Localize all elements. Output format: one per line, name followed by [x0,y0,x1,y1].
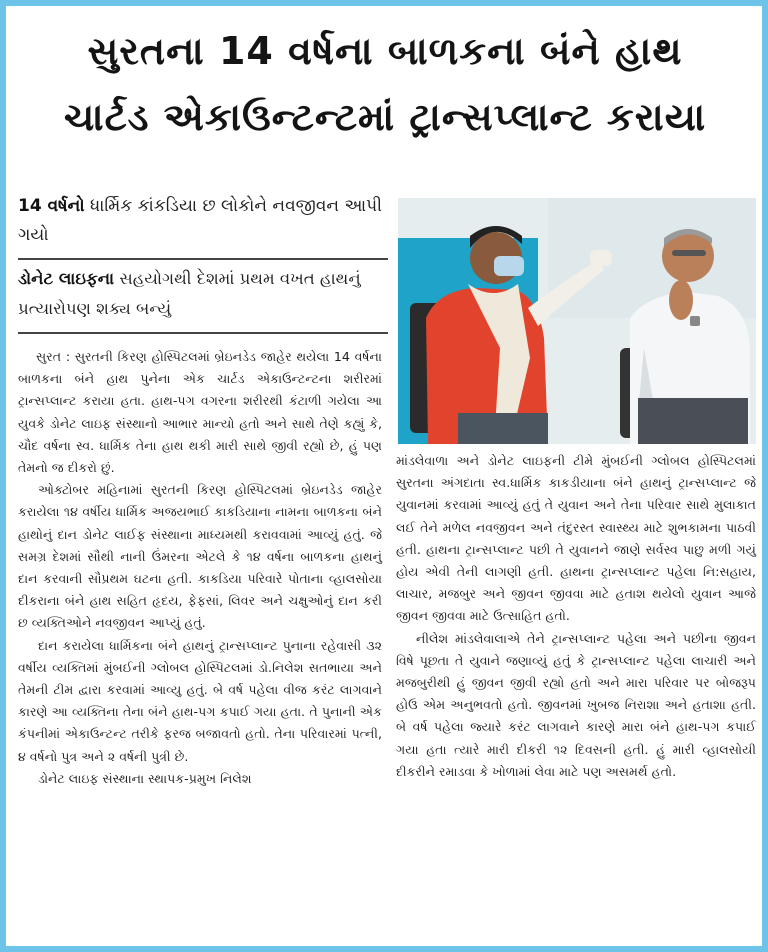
paragraph: દાન કરાયેલા ધાર્મિકના બંને હાથનું ટ્રાન્સપ્લાન્ટ પુનાના રહેવાસી ૩૨ વર્ષીય વ્યક્તિમાં મુંબઈની ગ્લોબલ હોસ્પિટલમાં ડો.નિલેશ સતભાયા અને તેમની ટીમ દ્વારા કરવામાં આવ્યુ હતું. બે વર્ષ પહેલા વીજ કરંટ લાગવાને કારણે આ વ્યક્તિના તેના બંને હાથ-પગ કપાઈ ગયા હતા. તે પુનાની એક કંપનીમાં એકાઉન્ટન્ટ તરીકે ફરજ બજાવતો હતો. તેના પરિવારમાં પત્ની, ૪ વર્ષનો પુત્ર અને ૨ વર્ષની પુત્રી છે. [18,637,382,764]
headline-line-2: ચાર્ટડ એકાઉન્ટન્ટમાં ટ્રાન્સપ્લાન્ટ કરાયા [63,95,707,139]
subheading-1 [18,192,390,250]
news-photo [398,198,756,444]
paragraph: નીલેશ માંડલેવાલાએ તેને ટ્રાન્સપ્લાન્ટ પહેલા અને પછીના જીવન વિષે પૂછતા તે યુવાને જણાવ્યું હતું કે ટ્રાન્સપ્લાન્ટ પહેલા લાચારી અને મજબુરીથી હું જીવન જીવી રહ્યો હતો અને મારા પરિવાર પર બોજરૂપ હોઉ એમ અનુભવતો હતો. જીવનમાં ખુબજ નિરાશા અને હતાશા હતી. બે વર્ષ પહેલા જ્યારે કરંટ લાગવાને કારણે મારા બંને હાથ-પગ કપાઈ ગયા હતા ત્યારે મારી દીકરી ૧૨ દિવસની હતી. હું મારી વ્હાલસોયી દીકરીને રમાડવા કે ખોળામાં લેવા માટે પણ અસમર્થ હતો. [396,630,756,779]
subheading-1-text: ધાર્મિક કાંકડિયા છ લોકોને નવજીવન આપી ગયો [18,196,383,245]
article-column-right [396,450,756,783]
subheading-2 [18,264,390,324]
paragraph: સુરત : સુરતની કિરણ હોસ્પિટલમાં બ્રેઇનડેડ જાહેર થયેલા 14 વર્ષના બાળકના બંને હાથ પુનેના એક ચાર્ટડ એકાઉન્ટન્ટના શરીરમાં ટ્રાન્સપ્લાન્ટ કરાયા હતા. હાથ-પગ વગરના શરીરથી કંટાળી ગયેલા આ યુવકે ડોનેટ લાઇફ સંસ્થાનો આભાર માન્યો હતો અને સાથે તેણે કહ્યું કે, ચૌદ વર્ષના સ્વ. ધાર્મિક તેના હાથ થકી મારી સાથે જીવી રહ્યો છે, હું પણ તેમનો જ દીકરો છું. [18,349,382,476]
photo-illustration [398,198,756,444]
headline-line-1: સુરતના 14 વર્ષના બાળકના બંને હાથ [87,29,683,73]
divider [18,332,388,334]
paragraph: ઓક્ટોબર મહિનામાં સુરતની કિરણ હોસ્પિટલમાં બ્રેઇનડેડ જાહેર કરાયેલા ૧૪ વર્ષીય ધાર્મિક અજયભાઈ કાકડિયાના નામના બાળકના બંને હાથોનું દાન ડોનેટ લાઈફ સંસ્થાના માધ્યમથી કરાવવામાં આવ્યું હતું. જે સમગ્ર દેશમાં સૌથી નાની ઉંમરના એટલે કે ૧૪ વર્ષના બાળકના હાથનું દાન કરવાની સૌપ્રથમ ઘટના હતી. કાકડિયા પરિવારે પોતાના વ્હાલસોયા દીકરાના બંને હાથ સહિત હૃદય, ફેફસાં, લિવર અને ચક્ષુઓનું દાન કરી છ વ્યક્તિઓને નવજીવન આપ્યું હતું. [18,482,382,631]
news-clipping [6,6,762,946]
subheading-2-text: સહયોગથી દેશમાં પ્રથમ વખત હાથનું પ્રત્યારોપણ શક્ય બન્યું [18,269,361,318]
article-column-left [18,346,382,790]
paragraph: ડોનેટ લાઇફ સંસ્થાના સ્થાપક-પ્રમુખ નિલેશ [38,770,252,786]
paragraph: માંડલેવાળા અને ડોનેટ લાઇફની ટીમે મુંબઈની ગ્લોબલ હોસ્પિટલમાં સુરતના અંગદાતા સ્વ.ધાર્મિક કાકડીયાના બંને હાથનું ટ્રાન્સપ્લાન્ટ જે યુવાનમાં કરવામાં આવ્યું હતું તે યુવાન અને તેના પરિવાર સાથે મુલાકાત લઈ તેને મળેલ નવજીવન અને તંદુરસ્ત સ્વાસ્થ્ય માટે શુભકામના પાઠવી હતી. હાથના ટ્રાન્સપ્લાન્ટ પછી તે યુવાનને જાણે સર્વસ્વ પાછુ મળી ગયું હોય એવી તેની લાગણી હતી. હાથના ટ્રાન્સપ્લાન્ટ પહેલા નિ:સહાય, લાચાર, મજબુર અને જીવન જીવવા માટે હતાશ થયેલો યુવાન આજે જીવન જીવવા માટે ઉત્સાહિત હતો. [396,453,756,624]
subheading-1-highlight: 14 વર્ષનો [18,196,85,216]
subheading-2-highlight: ડોનેટ લાઇફના [18,269,115,288]
headline [20,18,750,150]
divider [18,258,388,260]
